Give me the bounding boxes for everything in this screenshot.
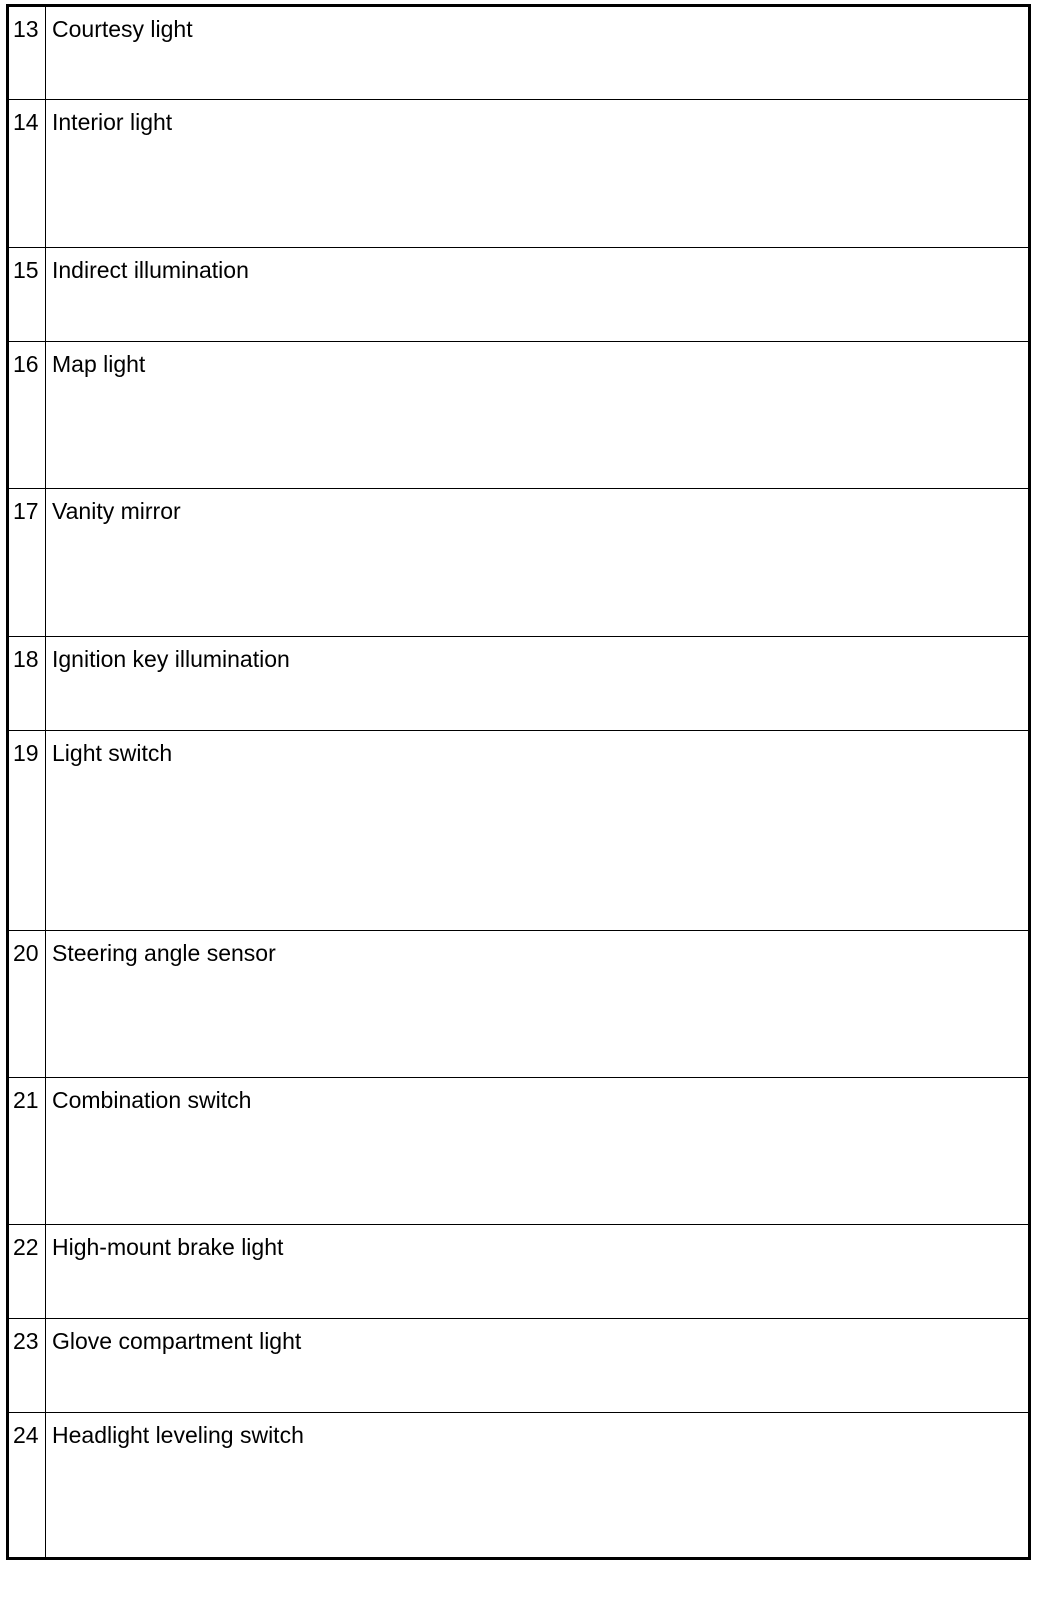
table-row: [8, 931, 1030, 1078]
item-number: 23: [8, 1319, 46, 1413]
item-number: 24: [8, 1413, 46, 1559]
item-label: Vanity mirror: [46, 489, 1030, 637]
item-label: Combination switch: [46, 1078, 1030, 1225]
item-label: Indirect illumination: [46, 248, 1030, 342]
item-number: 22: [8, 1225, 46, 1319]
table-row: [8, 342, 1030, 489]
table-row: [8, 731, 1030, 931]
item-label: Glove compartment light: [46, 1319, 1030, 1413]
table-row: [8, 489, 1030, 637]
table-row: [8, 1225, 1030, 1319]
item-label: Ignition key illumination: [46, 637, 1030, 731]
item-number: 15: [8, 248, 46, 342]
item-label: Headlight leveling switch: [46, 1413, 1030, 1559]
item-label: Map light: [46, 342, 1030, 489]
table-row: [8, 1078, 1030, 1225]
item-number: 16: [8, 342, 46, 489]
item-label: Courtesy light: [46, 6, 1030, 100]
item-number: 19: [8, 731, 46, 931]
table-row: [8, 637, 1030, 731]
item-number: 21: [8, 1078, 46, 1225]
item-label: High-mount brake light: [46, 1225, 1030, 1319]
item-label: Steering angle sensor: [46, 931, 1030, 1078]
item-number: 14: [8, 100, 46, 248]
item-number: 20: [8, 931, 46, 1078]
table-row: [8, 1413, 1030, 1559]
item-number: 18: [8, 637, 46, 731]
item-number: 13: [8, 6, 46, 100]
item-label: Interior light: [46, 100, 1030, 248]
item-label: Light switch: [46, 731, 1030, 931]
component-legend-table: [6, 4, 1031, 1560]
table-row: [8, 1319, 1030, 1413]
table-row: [8, 248, 1030, 342]
table-row: [8, 6, 1030, 100]
item-number: 17: [8, 489, 46, 637]
table-row: [8, 100, 1030, 248]
